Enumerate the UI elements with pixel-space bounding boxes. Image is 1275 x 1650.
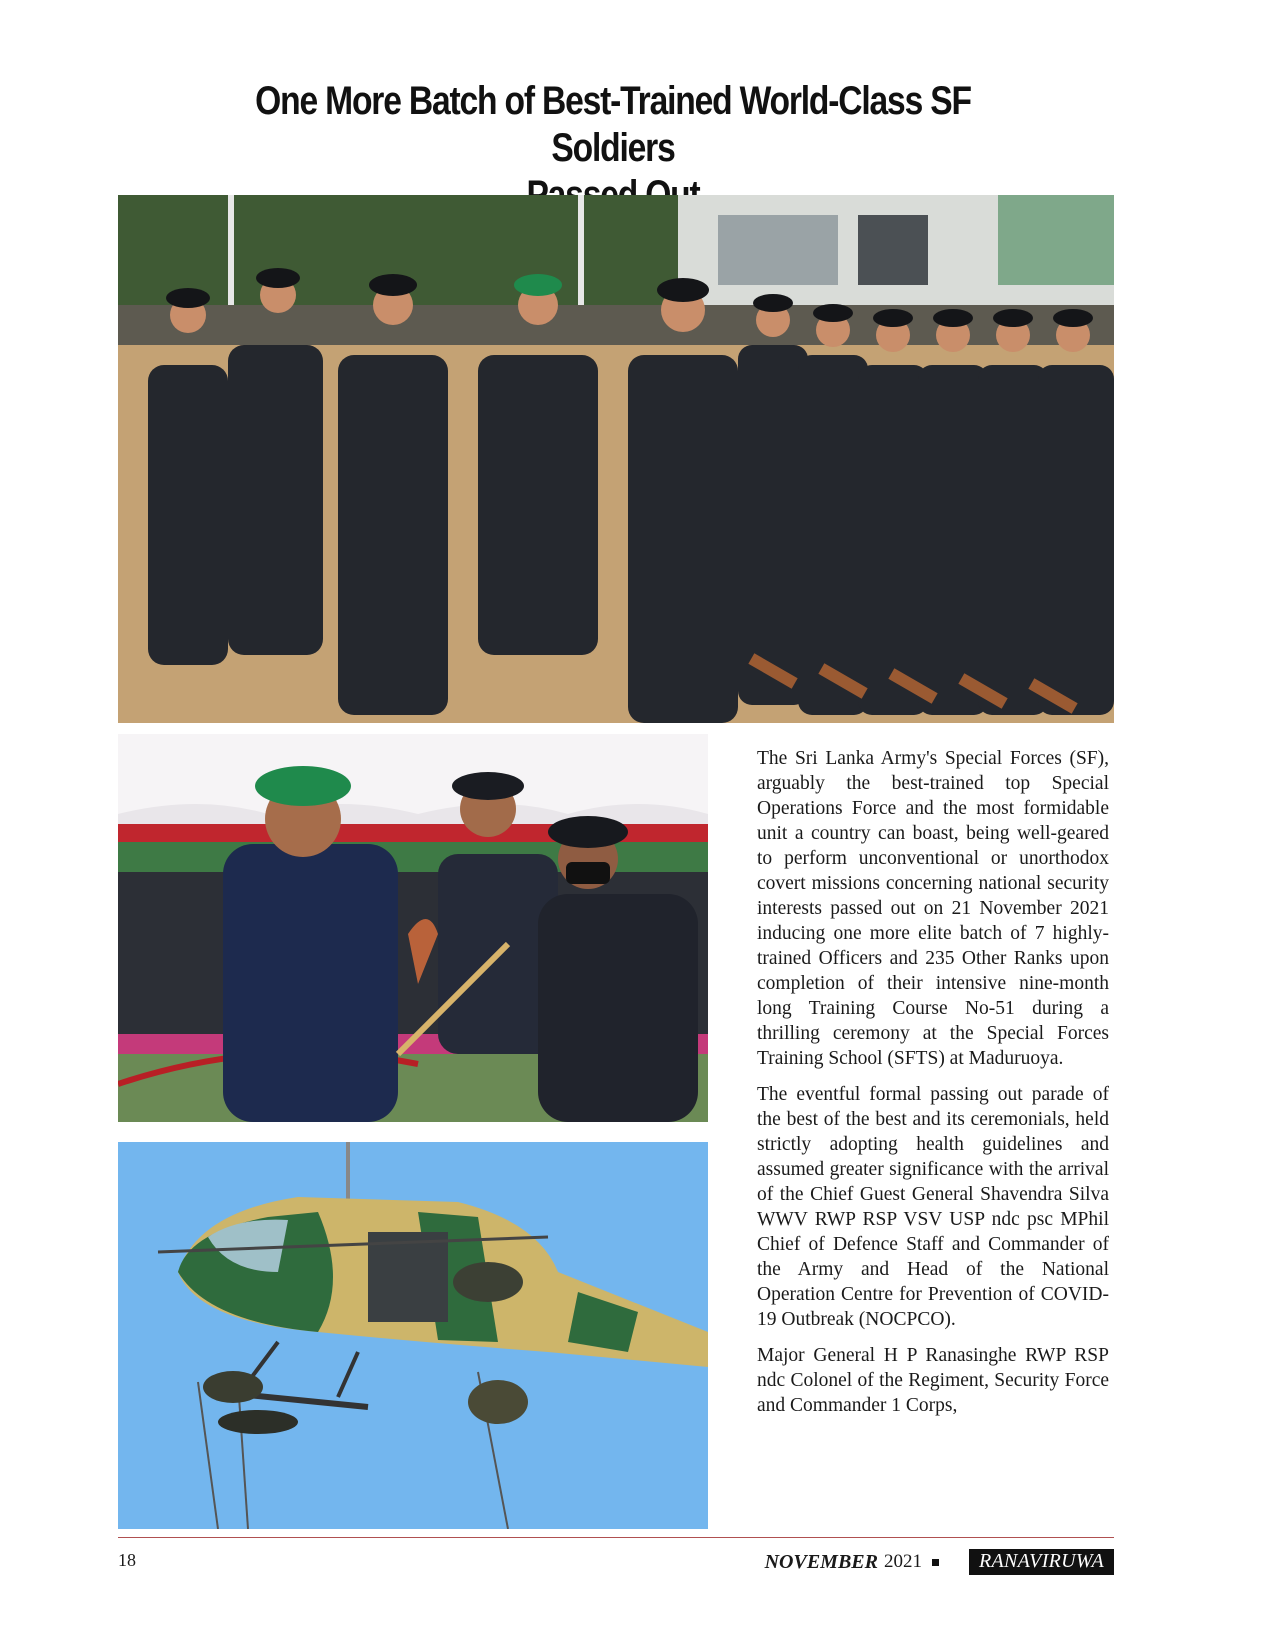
parade-photo [118, 195, 1114, 723]
award-ceremony-photo [118, 734, 708, 1122]
page-number: 18 [118, 1550, 136, 1570]
headline-line-1: One More Batch of Best-Trained World-Class SF Soldiers [255, 79, 971, 170]
footer-divider [118, 1537, 1114, 1538]
square-bullet-icon [932, 1559, 939, 1566]
article-paragraph-1: The Sri Lanka Army's Special Forces (SF), arguably the best-trained top Special Operations Force and the most formidable unit a country can boast, being well-geared to perform unconventional or unorthodox covert missions concerning national security interests passed out on 21 November 2021 inducing one more elite batch of 7 highly-trained Officers and 235 Other Ranks upon completion of their intensive nine-month long Training Course No-51 during a thrilling ceremony at the Special Forces Training School (SFTS) at Maduruoya. [757, 748, 1109, 1069]
article-paragraph-3: Major General H P Ranasinghe RWP RSP ndc Colonel of the Regiment, Security Force and Commander 1 Corps, [757, 1345, 1109, 1416]
magazine-name: RANAVIRUWA [969, 1549, 1114, 1575]
issue-month: NOVEMBER [764, 1550, 878, 1573]
issue-year: 2021 [883, 1551, 922, 1572]
article-body [757, 746, 1109, 1429]
footer-issue-info [765, 1549, 1114, 1575]
article-paragraph-2: The eventful formal passing out parade of the best of the best and its ceremonials, held strictly adopting health guidelines and assumed greater significance with the arrival of the Chief Guest General Shavendra Silva WWV RWP RSP VSV USP ndc psc MPhil Chief of Defence Staff and Commander of the Army and Head of the National Operation Centre for Prevention of COVID-19 Outbreak (NOCPCO). [757, 1084, 1109, 1330]
helicopter-rappel-photo [118, 1142, 708, 1529]
